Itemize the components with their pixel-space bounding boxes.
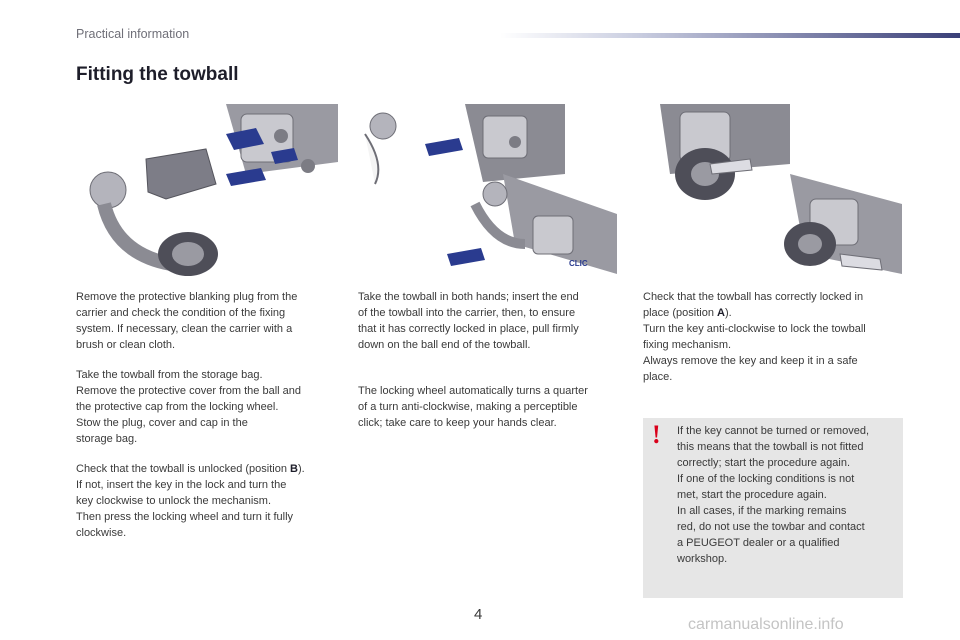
col2-para2: The locking wheel automatically turns a quarter of a turn anti-clockwise, making a perceptible click; take care to keep your hands clear. bbox=[358, 385, 588, 429]
col1-para2: Take the towball from the storage bag. Remove the protective cover from the ball and the protective cap from the locking wheel. Stow the plug, cover and cap in the storage bag. bbox=[76, 369, 302, 445]
col3-para1 bbox=[643, 289, 905, 385]
towball-removal-illustration bbox=[76, 104, 338, 284]
warning-text: If the key cannot be turned or removed, this means that the towball is not fitted correctly; start the procedure again. If one of the locking conditions is not met, start the procedure again. In all cases, if the marking remains red, do not use the towbar and contact a PEUGEOT dealer or a qualified workshop. bbox=[677, 425, 870, 565]
column-right bbox=[643, 289, 905, 385]
position-b-label: B bbox=[290, 463, 298, 475]
section-label: Practical information bbox=[76, 27, 190, 41]
position-a-label: A bbox=[717, 307, 725, 319]
warning-icon: ! bbox=[652, 420, 661, 449]
col3-para1-post: ). Turn the key anti-clockwise to lock the towball fixing mechanism. Always remove the key and keep it in a safe place. bbox=[643, 307, 866, 383]
towball-lock-key-illustration bbox=[640, 104, 902, 284]
col1-para3 bbox=[76, 461, 346, 541]
col2-para1: Take the towball in both hands; insert the end of the towball into the carrier, then, to ensure that it has correctly locked in place, pull firmly down on the ball end of the towball. bbox=[358, 291, 579, 351]
col1-para1: Remove the protective blanking plug from the carrier and check the condition of the fixing system. If necessary, clean the carrier with a brush or clean cloth. bbox=[76, 291, 298, 351]
column-left bbox=[76, 289, 346, 541]
click-label: CLIC bbox=[569, 259, 588, 268]
page-title: Fitting the towball bbox=[76, 64, 239, 85]
col1-para3-pre: Check that the towball is unlocked (position bbox=[76, 463, 291, 475]
col3-para1-pre: Check that the towball has correctly locked in place (position bbox=[643, 291, 864, 319]
towball-insertion-illustration bbox=[355, 104, 617, 274]
header-gradient-bar bbox=[500, 33, 960, 38]
column-middle bbox=[358, 289, 626, 431]
page-number: 4 bbox=[474, 606, 483, 623]
watermark: carmanualsonline.info bbox=[688, 616, 844, 633]
col1-para3-post: ). If not, insert the key in the lock and turn the key clockwise to unlock the mechanism. Then press the locking wheel and turn it fully clockwise. bbox=[76, 463, 305, 539]
